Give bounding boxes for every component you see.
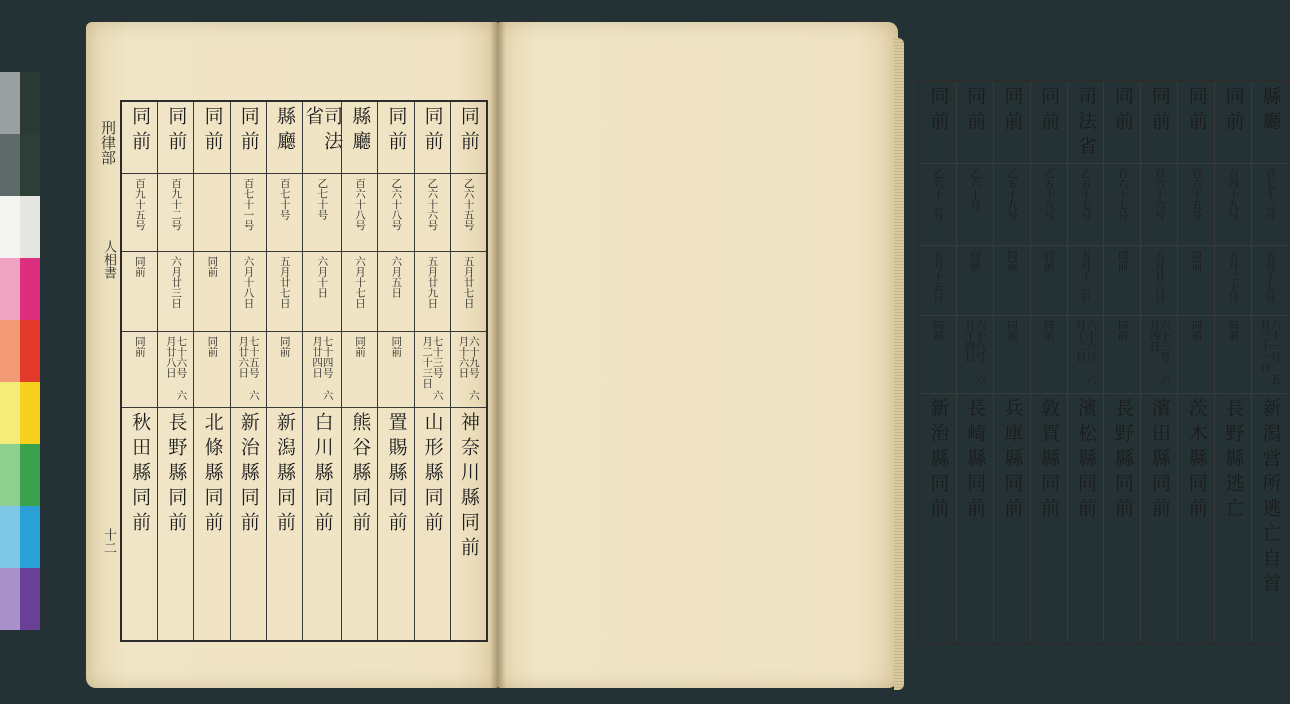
color-swatch: [0, 568, 20, 630]
page-stack-edge: [894, 38, 904, 690]
office-cell: [1068, 82, 1104, 164]
register-column: [1030, 82, 1067, 642]
subject-cell-text: 新治縣同前: [237, 412, 260, 537]
second-date-cell-text: 同前: [1190, 320, 1203, 341]
register-column: [1251, 82, 1288, 642]
subject-cell: [303, 408, 341, 640]
date-cell: [920, 246, 956, 316]
color-swatch: [20, 444, 40, 506]
color-swatch: [0, 258, 20, 320]
subject-cell-text: 濱田縣同前: [1148, 398, 1171, 523]
register-column: [1177, 82, 1214, 642]
number-cell-text: 乙五十九号: [1005, 168, 1018, 221]
right-register-table: [918, 80, 1290, 644]
margin-title: 刑律部: [99, 120, 117, 165]
color-swatch: [0, 320, 20, 382]
register-column: [956, 82, 993, 642]
register-column: [193, 102, 229, 640]
number-cell: [994, 164, 1030, 246]
office-cell: [1141, 82, 1177, 164]
register-column: [230, 102, 266, 640]
color-swatch: [0, 506, 20, 568]
subject-cell-text: 濱松縣同前: [1075, 398, 1098, 523]
date-cell: [158, 252, 193, 332]
second-date-cell: [122, 332, 157, 408]
number-cell-text: 乙六十号: [969, 168, 982, 210]
subject-cell-text: 山形縣同前: [421, 412, 444, 537]
date-cell: [957, 246, 993, 316]
number-cell: [231, 174, 266, 252]
date-cell-text: 同前: [1190, 250, 1203, 271]
subject-cell: [1252, 394, 1288, 642]
date-cell: [342, 252, 377, 332]
second-date-cell: [957, 316, 993, 394]
date-cell: [1031, 246, 1067, 316]
second-date-cell-text: 六十一号 五月三十一日: [1259, 320, 1282, 385]
register-column: [1140, 82, 1177, 642]
number-cell-text: 百九十二号: [170, 178, 183, 231]
date-cell: [267, 252, 302, 332]
second-date-cell: [451, 332, 486, 408]
date-cell: [1104, 246, 1140, 316]
subject-cell: [1031, 394, 1067, 642]
office-cell-text: 縣廳: [1259, 86, 1282, 136]
subject-cell-text: 秋田縣同前: [129, 412, 152, 537]
number-cell-text: 乙六十二号: [932, 168, 945, 221]
margin-side-label: 人相書: [101, 240, 116, 279]
second-date-cell: [415, 332, 450, 408]
second-date-cell-text: 七十六号 六月廿八日: [164, 336, 188, 401]
subject-cell-text: 白川縣同前: [311, 412, 334, 537]
number-cell-text: 乙六十五号: [462, 178, 475, 231]
number-cell: [158, 174, 193, 252]
office-cell: [122, 102, 157, 174]
number-cell: [303, 174, 341, 252]
date-cell: [1141, 246, 1177, 316]
second-date-cell-text: 同前: [1227, 320, 1240, 341]
office-cell-text: 同前: [421, 106, 444, 156]
second-date-cell-text: 六十三号 六月四日: [1148, 320, 1171, 385]
register-column: [1067, 82, 1104, 642]
book-gutter: [490, 22, 506, 688]
register-column: [302, 102, 344, 640]
number-cell: [1141, 164, 1177, 246]
number-cell: [1031, 164, 1067, 246]
date-cell-text: 六月廿三日: [170, 256, 183, 309]
subject-cell: [1068, 394, 1104, 642]
number-cell-text: 乙五十七号: [1079, 168, 1092, 221]
date-cell: [1252, 246, 1288, 316]
second-date-cell: [1104, 316, 1140, 394]
date-cell-text: 同前: [1005, 250, 1018, 271]
second-date-cell-text: 六十八号 六月十四日: [963, 320, 987, 385]
office-cell: [1178, 82, 1214, 164]
color-swatch: [20, 568, 40, 630]
register-column: [993, 82, 1030, 642]
second-date-cell: [342, 332, 377, 408]
date-cell-text: 同前: [969, 250, 982, 271]
subject-cell-text: 長野縣同前: [165, 412, 188, 537]
number-cell-text: 百六十六号: [1153, 168, 1166, 221]
second-date-cell-text: 六十九号 六月十六日: [457, 336, 480, 401]
subject-cell: [1178, 394, 1214, 642]
date-cell: [415, 252, 450, 332]
number-cell: [194, 174, 229, 252]
subject-cell-text: 長野縣同前: [1111, 398, 1134, 523]
date-cell: [1068, 246, 1104, 316]
date-cell: [1178, 246, 1214, 316]
subject-cell-text: 敦賀縣同前: [1038, 398, 1061, 523]
date-cell-text: 同前: [133, 256, 146, 277]
second-date-cell: [1178, 316, 1214, 394]
office-cell-text: 同前: [1185, 86, 1208, 136]
subject-cell: [957, 394, 993, 642]
subject-cell: [415, 408, 450, 640]
second-date-cell-text: 七十三号 六月二十三日: [421, 336, 444, 401]
second-date-cell: [378, 332, 413, 408]
second-date-cell-text: 七十四号 六月廿四日: [311, 336, 334, 401]
date-cell-text: 六月十八日: [242, 256, 255, 309]
date-cell-text: 六月五日: [390, 256, 403, 298]
second-date-cell: [267, 332, 302, 408]
register-column: [266, 102, 302, 640]
second-date-cell-text: 同前: [1116, 320, 1129, 341]
subject-cell: [194, 408, 229, 640]
number-cell: [920, 164, 956, 246]
number-cell-text: 百六十五号: [1190, 168, 1203, 221]
office-cell: [1104, 82, 1140, 164]
office-cell-text: 同前: [129, 106, 152, 156]
office-cell: [920, 82, 956, 164]
office-cell: [957, 82, 993, 164]
office-cell-text: 同前: [201, 106, 224, 156]
subject-cell-text: 新潟縣同前: [274, 412, 297, 537]
register-column: [450, 102, 486, 640]
color-swatch: [20, 134, 40, 196]
page-number: 十二: [101, 528, 116, 554]
color-swatch: [20, 196, 40, 258]
register-column: [377, 102, 413, 640]
subject-cell: [1215, 394, 1251, 642]
subject-cell-text: 北條縣同前: [201, 412, 224, 537]
date-cell-text: 五月二十日: [1227, 250, 1240, 303]
office-cell-text: 同前: [964, 86, 987, 136]
office-cell-text: 同前: [927, 86, 950, 136]
date-cell-text: 五月廿八日: [1153, 250, 1166, 303]
number-cell: [1215, 164, 1251, 246]
second-date-cell-text: 同前: [1005, 320, 1018, 341]
register-column: [341, 102, 377, 640]
number-cell: [415, 174, 450, 252]
subject-cell: [1141, 394, 1177, 642]
date-cell: [994, 246, 1030, 316]
office-cell-text: 縣廳: [349, 106, 372, 156]
second-date-cell: [1031, 316, 1067, 394]
number-cell-text: 百六十七号: [1116, 168, 1129, 221]
subject-cell-text: 神奈川縣同前: [457, 412, 480, 562]
date-cell-text: 五月十五日: [932, 250, 945, 303]
second-date-cell: [158, 332, 193, 408]
color-checker-strip: [0, 72, 40, 634]
color-swatch: [0, 382, 20, 444]
office-cell-text: 同前: [1038, 86, 1061, 136]
number-cell-text: 百七十一号: [242, 178, 255, 231]
color-swatch: [0, 196, 20, 258]
office-cell-text: 司法省: [302, 106, 344, 156]
office-cell-text: 同前: [165, 106, 188, 156]
subject-cell: [158, 408, 193, 640]
number-cell-text: 百六十八号: [353, 178, 366, 231]
right-page: [498, 22, 1282, 688]
office-cell-text: 同前: [1222, 86, 1245, 136]
subject-cell-text: 茨木縣同前: [1185, 398, 1208, 523]
office-cell-text: 同前: [457, 106, 480, 156]
subject-cell: [1104, 394, 1140, 642]
date-cell-text: 同前: [1042, 250, 1055, 271]
number-cell-text: 百四十九号: [1227, 168, 1240, 221]
second-date-cell: [231, 332, 266, 408]
office-cell-text: 縣廳: [274, 106, 297, 156]
office-cell-text: 同前: [237, 106, 260, 156]
color-swatch: [0, 444, 20, 506]
date-cell: [1215, 246, 1251, 316]
date-cell: [451, 252, 486, 332]
number-cell-text: 乙七十号: [316, 178, 329, 220]
office-cell-text: 同前: [1111, 86, 1134, 136]
register-column: [122, 102, 157, 640]
second-date-cell: [1068, 316, 1104, 394]
subject-cell-text: 新治縣同前: [927, 398, 950, 523]
second-date-cell-text: 同前: [1042, 320, 1055, 341]
second-date-cell-text: 同前: [390, 336, 403, 357]
office-cell-text: 同前: [1001, 86, 1024, 136]
second-date-cell-text: 同前: [133, 336, 146, 357]
date-cell: [194, 252, 229, 332]
second-date-cell: [920, 316, 956, 394]
number-cell: [267, 174, 302, 252]
office-cell: [378, 102, 413, 174]
date-cell-text: 五月十二日: [1079, 250, 1092, 303]
subject-cell: [122, 408, 157, 640]
number-cell-text: 百七十号: [278, 178, 291, 220]
color-swatch: [20, 72, 40, 134]
date-cell-text: 六月十七日: [353, 256, 366, 309]
date-cell-text: 五月廿七日: [462, 256, 475, 309]
date-cell: [122, 252, 157, 332]
number-cell: [451, 174, 486, 252]
register-column: [1214, 82, 1251, 642]
color-swatch: [20, 382, 40, 444]
number-cell-text: 乙六十八号: [390, 178, 403, 231]
office-cell-text: 同前: [1148, 86, 1171, 136]
second-date-cell-text: 同前: [353, 336, 366, 357]
date-cell-text: 六月十日: [316, 256, 329, 298]
subject-cell: [378, 408, 413, 640]
office-cell: [302, 102, 344, 174]
office-cell: [994, 82, 1030, 164]
subject-cell: [451, 408, 486, 640]
date-cell-text: 同前: [1116, 250, 1129, 271]
office-cell: [415, 102, 450, 174]
subject-cell-text: 熊谷縣同前: [349, 412, 372, 537]
second-date-cell-text: 同前: [278, 336, 291, 357]
second-date-cell: [194, 332, 229, 408]
subject-cell-text: 長崎縣同前: [964, 398, 987, 523]
second-date-cell: [1141, 316, 1177, 394]
number-cell: [1068, 164, 1104, 246]
subject-cell: [994, 394, 1030, 642]
second-date-cell: [303, 332, 341, 408]
color-swatch: [20, 258, 40, 320]
number-cell: [1104, 164, 1140, 246]
office-cell: [267, 102, 302, 174]
number-cell: [1252, 164, 1288, 246]
subject-cell: [267, 408, 302, 640]
office-cell: [1031, 82, 1067, 164]
color-swatch: [0, 134, 20, 196]
color-swatch: [20, 320, 40, 382]
office-cell: [158, 102, 193, 174]
left-page: [86, 22, 498, 688]
open-book: [86, 18, 1282, 692]
date-cell-text: 同前: [206, 256, 219, 277]
office-cell: [194, 102, 229, 174]
color-swatch: [20, 506, 40, 568]
office-cell-text: 同前: [385, 106, 408, 156]
number-cell-text: 百九十五号: [133, 178, 146, 231]
subject-cell-text: 置賜縣同前: [385, 412, 408, 537]
register-column: [1103, 82, 1140, 642]
number-cell-text: 乙五十八号: [1042, 168, 1055, 221]
office-cell: [1215, 82, 1251, 164]
second-date-cell-text: 七十五号 六月廿六日: [237, 336, 260, 401]
date-cell-text: 五月十七日: [1264, 250, 1277, 303]
register-column: [414, 102, 450, 640]
date-cell: [303, 252, 341, 332]
office-cell: [342, 102, 377, 174]
color-swatch: [0, 72, 20, 134]
number-cell: [342, 174, 377, 252]
subject-cell: [231, 408, 266, 640]
number-cell: [378, 174, 413, 252]
subject-cell-text: 長野縣逃亡: [1222, 398, 1245, 523]
subject-cell-text: 新潟営所逃亡自首: [1259, 398, 1282, 598]
office-cell: [451, 102, 486, 174]
date-cell: [378, 252, 413, 332]
second-date-cell: [994, 316, 1030, 394]
number-cell-text: 乙六十六号: [426, 178, 439, 231]
subject-cell: [342, 408, 377, 640]
second-date-cell-text: 同前: [932, 320, 945, 341]
subject-cell-text: 兵庫縣同前: [1001, 398, 1024, 523]
register-column: [920, 82, 956, 642]
number-cell: [122, 174, 157, 252]
office-cell: [231, 102, 266, 174]
date-cell-text: 五月廿七日: [278, 256, 291, 309]
subject-cell: [920, 394, 956, 642]
left-register-table: [120, 100, 488, 642]
number-cell: [1178, 164, 1214, 246]
register-column: [157, 102, 193, 640]
second-date-cell: [1215, 316, 1251, 394]
second-date-cell-text: 同前: [206, 336, 219, 357]
date-cell: [231, 252, 266, 332]
office-cell-text: 司法省: [1075, 86, 1098, 161]
number-cell: [957, 164, 993, 246]
second-date-cell-text: 六十六号 六月十二日: [1074, 320, 1098, 385]
second-date-cell: [1252, 316, 1288, 394]
office-cell: [1252, 82, 1288, 164]
date-cell-text: 五月廿九日: [426, 256, 439, 309]
number-cell-text: 百七十三号: [1264, 168, 1277, 221]
